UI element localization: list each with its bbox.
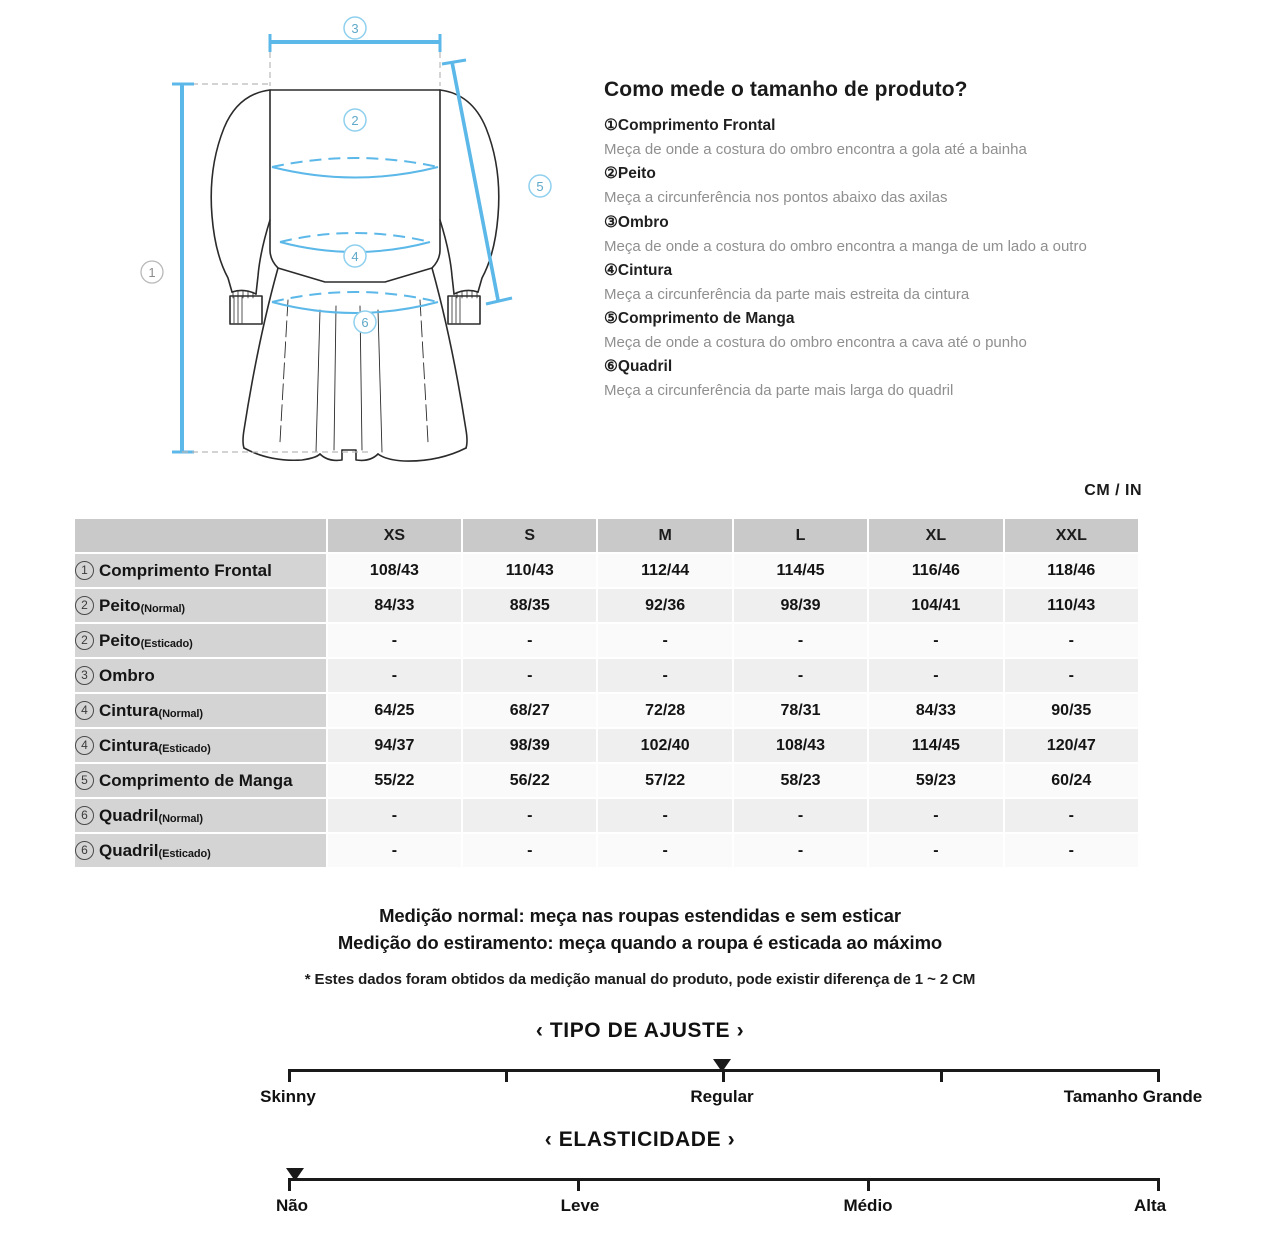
row-label	[75, 554, 326, 587]
table-header-xxl: XXL	[1005, 519, 1138, 552]
table-cell: 60/24	[1005, 764, 1138, 797]
elasticity-label-nao: Não	[275, 1196, 309, 1215]
row-name: Quadril	[99, 805, 159, 825]
table-cell: -	[463, 624, 596, 657]
howto-entry-2	[604, 162, 1144, 209]
table-cell: 116/46	[869, 554, 1002, 587]
howto-entry-6	[604, 355, 1144, 402]
table-cell: 118/46	[1005, 554, 1138, 587]
row-name-qualifier: (Esticado)	[158, 742, 211, 755]
table-cell: -	[869, 834, 1002, 867]
note-disclaimer: * Estes dados foram obtidos da medição manual do produto, pode existir diferença de 1 ~ 2 CM	[304, 970, 976, 988]
row-name: Peito	[99, 630, 141, 650]
table-cell: 78/31	[734, 694, 867, 727]
table-cell: 64/25	[328, 694, 461, 727]
table-cell: 108/43	[734, 729, 867, 762]
table-cell: 102/40	[598, 729, 731, 762]
dimension-sleeve-length	[452, 62, 498, 300]
elasticity-tick-3	[1157, 1178, 1160, 1191]
row-label	[75, 659, 326, 692]
table-header-l: L	[734, 519, 867, 552]
table-cell: 56/22	[463, 764, 596, 797]
table-cell: 72/28	[598, 694, 731, 727]
table-cell: 57/22	[598, 764, 731, 797]
row-number-badge: 3	[75, 666, 94, 685]
table-cell: 90/35	[1005, 694, 1138, 727]
guide-lines-shoulder	[182, 52, 440, 86]
table-cell: -	[1005, 624, 1138, 657]
table-cell: 58/23	[734, 764, 867, 797]
table-cell: -	[328, 834, 461, 867]
table-row	[75, 694, 1138, 727]
row-label	[75, 624, 326, 657]
table-cell: 114/45	[734, 554, 867, 587]
svg-text:5: 5	[536, 179, 544, 194]
svg-text:4: 4	[351, 249, 359, 264]
howto-desc-4: Meça a circunferência da parte mais estreita da cintura	[604, 285, 970, 303]
row-name: Peito	[99, 595, 141, 615]
fit-tick-4	[1157, 1069, 1160, 1082]
fit-label-skinny: Skinny	[260, 1087, 316, 1106]
how-to-measure-panel	[604, 78, 1144, 404]
fit-label-regular: Regular	[690, 1087, 754, 1106]
row-name: Comprimento Frontal	[99, 560, 272, 580]
fit-type-scale	[0, 1019, 1280, 1113]
row-number-badge: 5	[75, 771, 94, 790]
howto-label-5: ⑤Comprimento de Manga	[604, 310, 795, 328]
fit-type-title: ‹ TIPO DE AJUSTE ›	[535, 1019, 745, 1042]
elasticity-scale	[0, 1128, 1280, 1222]
howto-label-1: ①Comprimento Frontal	[604, 117, 776, 134]
howto-label-2: ②Peito	[604, 165, 656, 183]
table-cell: -	[869, 799, 1002, 832]
callout-markers	[141, 17, 551, 333]
table-cell: -	[328, 659, 461, 692]
table-row	[75, 729, 1138, 762]
table-cell: 84/33	[869, 694, 1002, 727]
howto-entry-5	[604, 307, 1144, 354]
table-row	[75, 659, 1138, 692]
table-cell: 92/36	[598, 589, 731, 622]
fit-label-large: Tamanho Grande	[1063, 1087, 1203, 1106]
table-cell: 112/44	[598, 554, 731, 587]
table-cell: -	[734, 624, 867, 657]
dress-outline	[211, 90, 499, 461]
row-number-badge: 6	[75, 806, 94, 825]
table-row	[75, 589, 1138, 622]
table-cell: 114/45	[869, 729, 1002, 762]
row-name: Cintura	[99, 700, 159, 720]
row-label	[75, 764, 326, 797]
table-cell: -	[734, 659, 867, 692]
howto-label-6: ⑥Quadril	[604, 358, 673, 376]
table-cell: 98/39	[463, 729, 596, 762]
howto-entry-1	[604, 114, 1144, 161]
table-cell: -	[1005, 834, 1138, 867]
elasticity-label-alta: Alta	[1133, 1196, 1167, 1215]
table-header-row	[75, 519, 1138, 552]
table-cell: 88/35	[463, 589, 596, 622]
measurement-notes	[0, 903, 1280, 988]
row-name-qualifier: (Normal)	[158, 812, 203, 825]
svg-text:6: 6	[361, 315, 369, 330]
table-header-xl: XL	[869, 519, 1002, 552]
table-cell: 59/23	[869, 764, 1002, 797]
table-cell: -	[1005, 659, 1138, 692]
table-cell: -	[328, 799, 461, 832]
table-cell: -	[463, 659, 596, 692]
howto-label-4: ④Cintura	[604, 261, 673, 279]
row-label	[75, 729, 326, 762]
row-name: Quadril	[99, 840, 159, 860]
table-cell: 98/39	[734, 589, 867, 622]
elasticity-label-medio: Médio	[843, 1196, 893, 1215]
row-number-badge: 1	[75, 561, 94, 580]
table-cell: 55/22	[328, 764, 461, 797]
row-name-qualifier: (Esticado)	[158, 847, 211, 860]
row-name-qualifier: (Esticado)	[140, 637, 193, 650]
svg-text:1: 1	[148, 265, 156, 280]
row-number-badge: 2	[75, 596, 94, 615]
svg-text:3: 3	[351, 21, 359, 36]
table-cell: -	[598, 799, 731, 832]
table-header-blank	[75, 519, 326, 552]
table-cell: 120/47	[1005, 729, 1138, 762]
elasticity-graphic	[120, 1166, 1167, 1222]
table-cell: 68/27	[463, 694, 596, 727]
howto-label-3: ③Ombro	[604, 213, 669, 231]
table-cell: 110/43	[1005, 589, 1138, 622]
table-cell: -	[1005, 799, 1138, 832]
row-number-badge: 2	[75, 631, 94, 650]
fit-selected-marker	[713, 1059, 731, 1072]
row-name-qualifier: (Normal)	[158, 707, 203, 720]
row-label	[75, 834, 326, 867]
size-chart-table	[73, 517, 1140, 869]
row-number-badge: 6	[75, 841, 94, 860]
units-label: CM / IN	[1084, 482, 1142, 499]
table-cell: 94/37	[328, 729, 461, 762]
table-header-xs: XS	[328, 519, 461, 552]
table-row	[75, 554, 1138, 587]
row-label	[75, 799, 326, 832]
row-name: Cintura	[99, 735, 159, 755]
table-header-m: M	[598, 519, 731, 552]
table-cell: 110/43	[463, 554, 596, 587]
table-row	[75, 834, 1138, 867]
table-body	[75, 554, 1138, 867]
elasticity-label-leve: Leve	[560, 1196, 600, 1215]
row-name: Comprimento de Manga	[99, 770, 293, 790]
row-label	[75, 589, 326, 622]
fit-tick-0	[288, 1069, 291, 1082]
table-row	[75, 799, 1138, 832]
top-section	[0, 0, 1280, 478]
how-to-measure-title: Como mede o tamanho de produto?	[604, 78, 968, 101]
row-label	[75, 694, 326, 727]
table-cell: -	[598, 659, 731, 692]
table-cell: -	[869, 624, 1002, 657]
elasticity-bar	[288, 1178, 1160, 1181]
table-cell: -	[598, 834, 731, 867]
table-row	[75, 764, 1138, 797]
row-name-qualifier: (Normal)	[140, 602, 185, 615]
note-normal-measurement: Medição normal: meça nas roupas estendidas e sem esticar	[379, 905, 901, 926]
dress-measurement-diagram	[120, 10, 580, 480]
table-cell: -	[734, 799, 867, 832]
table-cell: 108/43	[328, 554, 461, 587]
howto-entry-4	[604, 259, 1144, 306]
fit-type-graphic	[120, 1057, 1203, 1113]
table-row	[75, 624, 1138, 657]
fit-tick-3	[940, 1069, 943, 1082]
table-cell: -	[869, 659, 1002, 692]
howto-desc-3: Meça de onde a costura do ombro encontra a manga de um lado a outro	[604, 237, 1087, 255]
howto-entry-3	[604, 211, 1144, 258]
howto-desc-6: Meça a circunferência da parte mais larga do quadril	[604, 382, 954, 400]
howto-desc-1: Meça de onde a costura do ombro encontra a gola até a bainha	[604, 141, 1027, 159]
note-stretch-measurement: Medição do estiramento: meça quando a roupa é esticada ao máximo	[337, 931, 943, 953]
table-cell: -	[463, 834, 596, 867]
table-cell: 84/33	[328, 589, 461, 622]
row-number-badge: 4	[75, 736, 94, 755]
table-cell: -	[734, 834, 867, 867]
table-cell: -	[463, 799, 596, 832]
table-cell: -	[598, 624, 731, 657]
elasticity-selected-marker	[286, 1168, 304, 1181]
elasticity-tick-1	[577, 1178, 580, 1191]
table-cell: 104/41	[869, 589, 1002, 622]
elasticity-tick-2	[867, 1178, 870, 1191]
fit-tick-1	[505, 1069, 508, 1082]
row-number-badge: 4	[75, 701, 94, 720]
howto-desc-2: Meça a circunferência nos pontos abaixo das axilas	[604, 189, 948, 207]
svg-text:2: 2	[351, 113, 359, 128]
row-name: Ombro	[99, 665, 155, 685]
howto-desc-5: Meça de onde a costura do ombro encontra a cava até o punho	[604, 334, 1027, 352]
table-header-s: S	[463, 519, 596, 552]
table-cell: -	[328, 624, 461, 657]
measurement-ellipses	[272, 157, 438, 313]
elasticity-title: ‹ ELASTICIDADE ›	[544, 1128, 736, 1151]
